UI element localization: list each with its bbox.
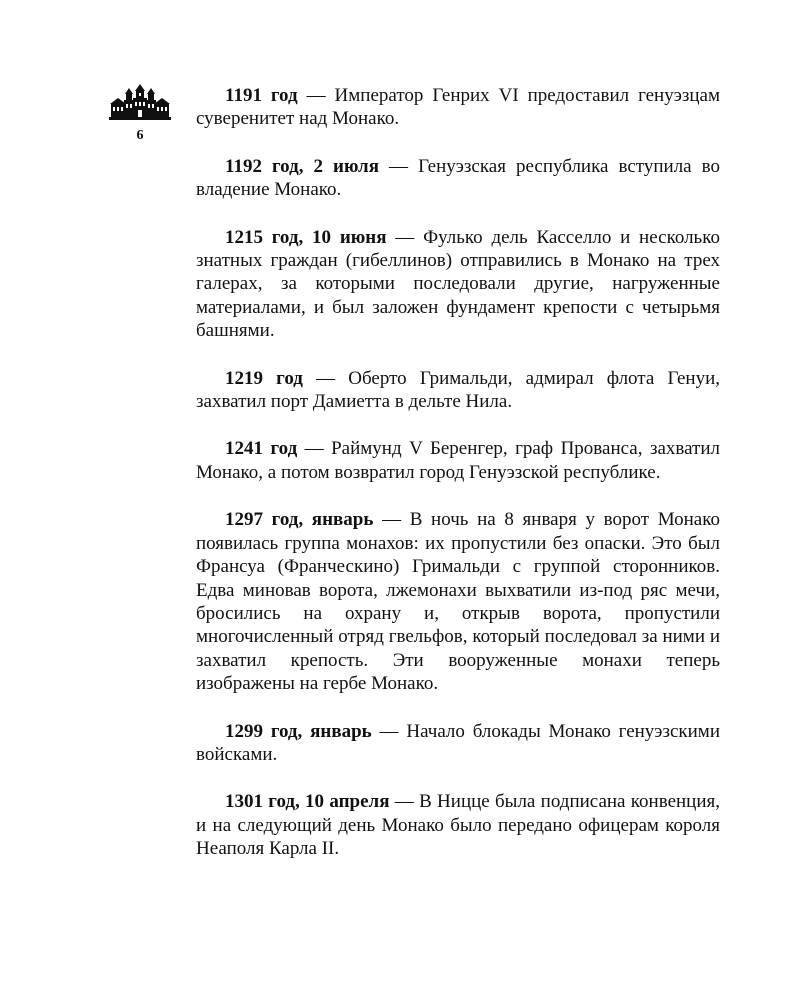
entry-date: 1192 год, 2 июля — [225, 155, 379, 177]
chronology-entry — [196, 437, 720, 484]
entry-date: 1215 год, 10 июня — [225, 226, 387, 248]
entry-text: — В Ницце была подписана конвенция, и на следующий день Монако было передано офицерам короля Неаполя Карла II. — [196, 791, 720, 860]
entry-text: — В ночь на 8 января у ворот Монако появилась группа монахов: их пропустили без опаски. Это был Франсуа (Франческино) Гримальди с группой сторонников. Едва миновав ворота, лжемонахи выхватили из-под ряс мечи, бросились на охрану и, открыв ворота, пропустили многочисленный отряд гвельфов, который последовал за ними и захватил крепость. Эти вооруженные монахи теперь изображены на гербе Монако. — [196, 509, 721, 695]
chronology-entry — [196, 84, 720, 131]
palace-icon — [109, 84, 171, 120]
page-number: 6 — [136, 128, 144, 143]
entry-date: 1219 год — [225, 367, 303, 389]
entry-text: — Генуэзская республика вступила во владение Монако. — [196, 155, 720, 201]
entry-text: — Оберто Гримальди, адмирал флота Генуи, захватил порт Дамиетта в дельте Нила. — [196, 367, 720, 413]
entry-date: 1297 год, январь — [225, 509, 374, 531]
entry-text: — Фулько дель Касселло и несколько знатных граждан (гибеллинов) отправились в Монако на трех галерах, за которыми последовали другие, нагруженные материалами, и был заложен фундамент крепости с четырьмя башнями. — [196, 226, 720, 342]
entry-date: 1241 год — [225, 438, 298, 460]
chronology-entry — [196, 367, 720, 414]
chronology-entry — [196, 155, 720, 202]
entry-date: 1299 год, январь — [225, 720, 372, 742]
entry-text: — Раймунд V Беренгер, граф Прованса, захватил Монако, а потом возвратил город Генуэзской республике. — [196, 438, 720, 483]
entry-date: 1191 год — [225, 85, 298, 106]
chronology-entry — [196, 226, 720, 343]
page-header — [108, 84, 172, 144]
entry-date: 1301 год, 10 апреля — [225, 791, 390, 813]
entry-text: — Император Генрих VI предоставил генуэзцам суверенитет над Монако. — [196, 85, 721, 130]
chronology-entry — [196, 790, 720, 860]
chronology-entry — [196, 720, 720, 767]
chronology-entry — [196, 508, 720, 695]
entry-text: — Начало блокады Монако генуэзскими войсками. — [196, 720, 720, 765]
chronology-list — [196, 84, 720, 885]
